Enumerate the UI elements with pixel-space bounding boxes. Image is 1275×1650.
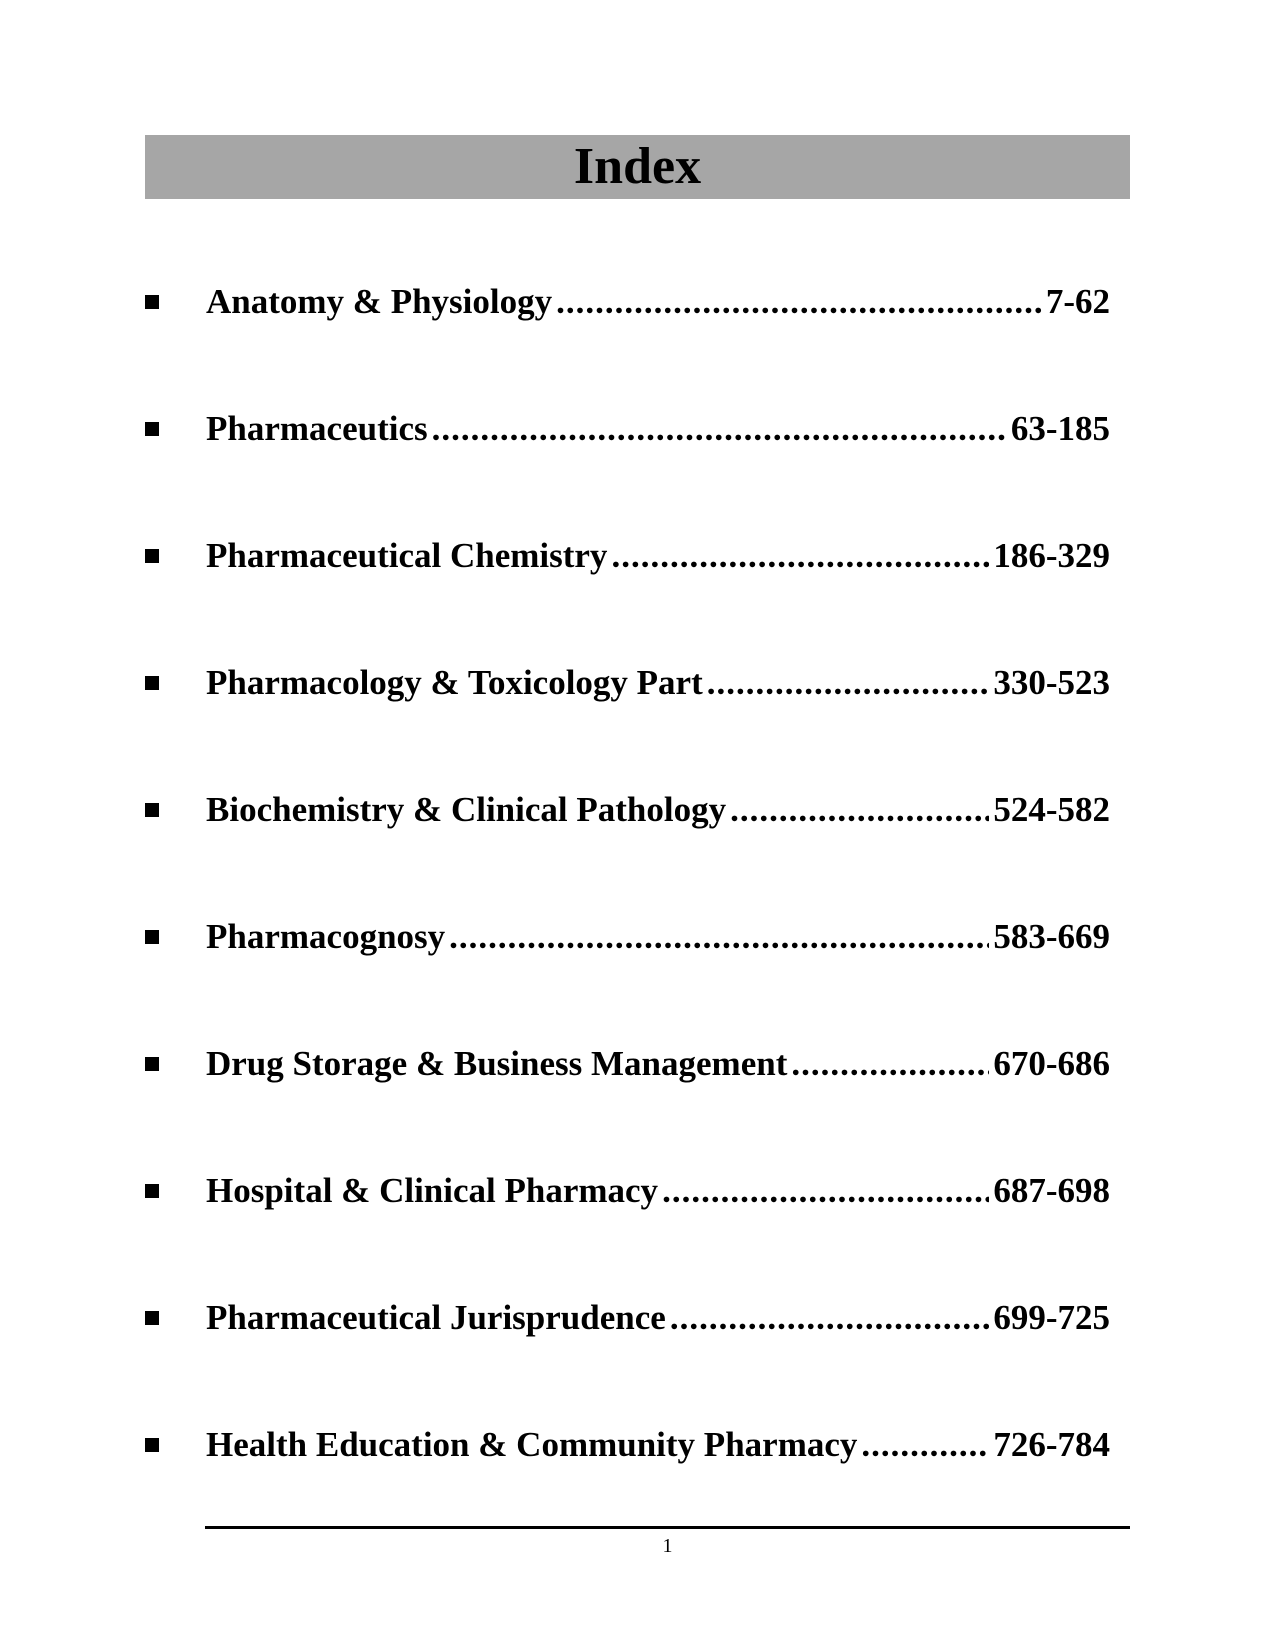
page-number: 1 <box>662 1535 673 1557</box>
entry-title: Pharmaceutical Jurisprudence <box>206 1298 666 1337</box>
index-list <box>145 272 1110 1542</box>
square-bullet-icon <box>145 295 159 309</box>
dot-leader <box>707 653 990 713</box>
entry-page-range: 7-62 <box>1045 282 1110 321</box>
dot-leader <box>611 526 989 586</box>
square-bullet-icon <box>145 1057 159 1071</box>
dot-leader <box>791 1034 989 1094</box>
index-entry[interactable] <box>145 653 1110 780</box>
index-entry[interactable] <box>145 272 1110 399</box>
dot-leader <box>730 780 989 840</box>
entry-title: Pharmacognosy <box>206 917 446 956</box>
index-entry[interactable] <box>145 1034 1110 1161</box>
entry-title: Anatomy & Physiology <box>206 282 553 321</box>
entry-title: Pharmaceutical Chemistry <box>206 536 608 575</box>
index-entry[interactable] <box>145 1161 1110 1288</box>
entry-title: Pharmacology & Toxicology Part <box>206 663 703 702</box>
dot-leader <box>662 1161 989 1221</box>
square-bullet-icon <box>145 676 159 690</box>
entry-page-range: 726-784 <box>993 1425 1110 1464</box>
entry-page-range: 583-669 <box>993 917 1110 956</box>
dot-leader <box>432 399 1007 459</box>
square-bullet-icon <box>145 1311 159 1325</box>
square-bullet-icon <box>145 422 159 436</box>
entry-page-range: 63-185 <box>1010 409 1110 448</box>
dot-leader <box>449 907 989 967</box>
entry-title: Biochemistry & Clinical Pathology <box>206 790 727 829</box>
square-bullet-icon <box>145 930 159 944</box>
entry-page-range: 330-523 <box>993 663 1110 702</box>
footer-divider <box>205 1526 1130 1529</box>
entry-page-range: 524-582 <box>993 790 1110 829</box>
entry-page-range: 670-686 <box>993 1044 1110 1083</box>
dot-leader <box>556 272 1042 332</box>
square-bullet-icon <box>145 1184 159 1198</box>
entry-page-range: 186-329 <box>993 536 1110 575</box>
entry-title: Drug Storage & Business Management <box>206 1044 788 1083</box>
square-bullet-icon <box>145 803 159 817</box>
index-entry[interactable] <box>145 1415 1110 1542</box>
index-entry[interactable] <box>145 1288 1110 1415</box>
index-entry[interactable] <box>145 907 1110 1034</box>
index-entry[interactable] <box>145 780 1110 907</box>
page-title: Index <box>573 138 702 195</box>
dot-leader <box>861 1415 989 1475</box>
square-bullet-icon <box>145 1438 159 1452</box>
entry-page-range: 699-725 <box>993 1298 1110 1337</box>
index-entry[interactable] <box>145 399 1110 526</box>
entry-title: Health Education & Community Pharmacy <box>206 1425 858 1464</box>
dot-leader <box>670 1288 990 1348</box>
title-banner <box>145 135 1130 199</box>
index-entry[interactable] <box>145 526 1110 653</box>
entry-title: Pharmaceutics <box>206 409 428 448</box>
entry-title: Hospital & Clinical Pharmacy <box>206 1171 659 1210</box>
square-bullet-icon <box>145 549 159 563</box>
entry-page-range: 687-698 <box>993 1171 1110 1210</box>
